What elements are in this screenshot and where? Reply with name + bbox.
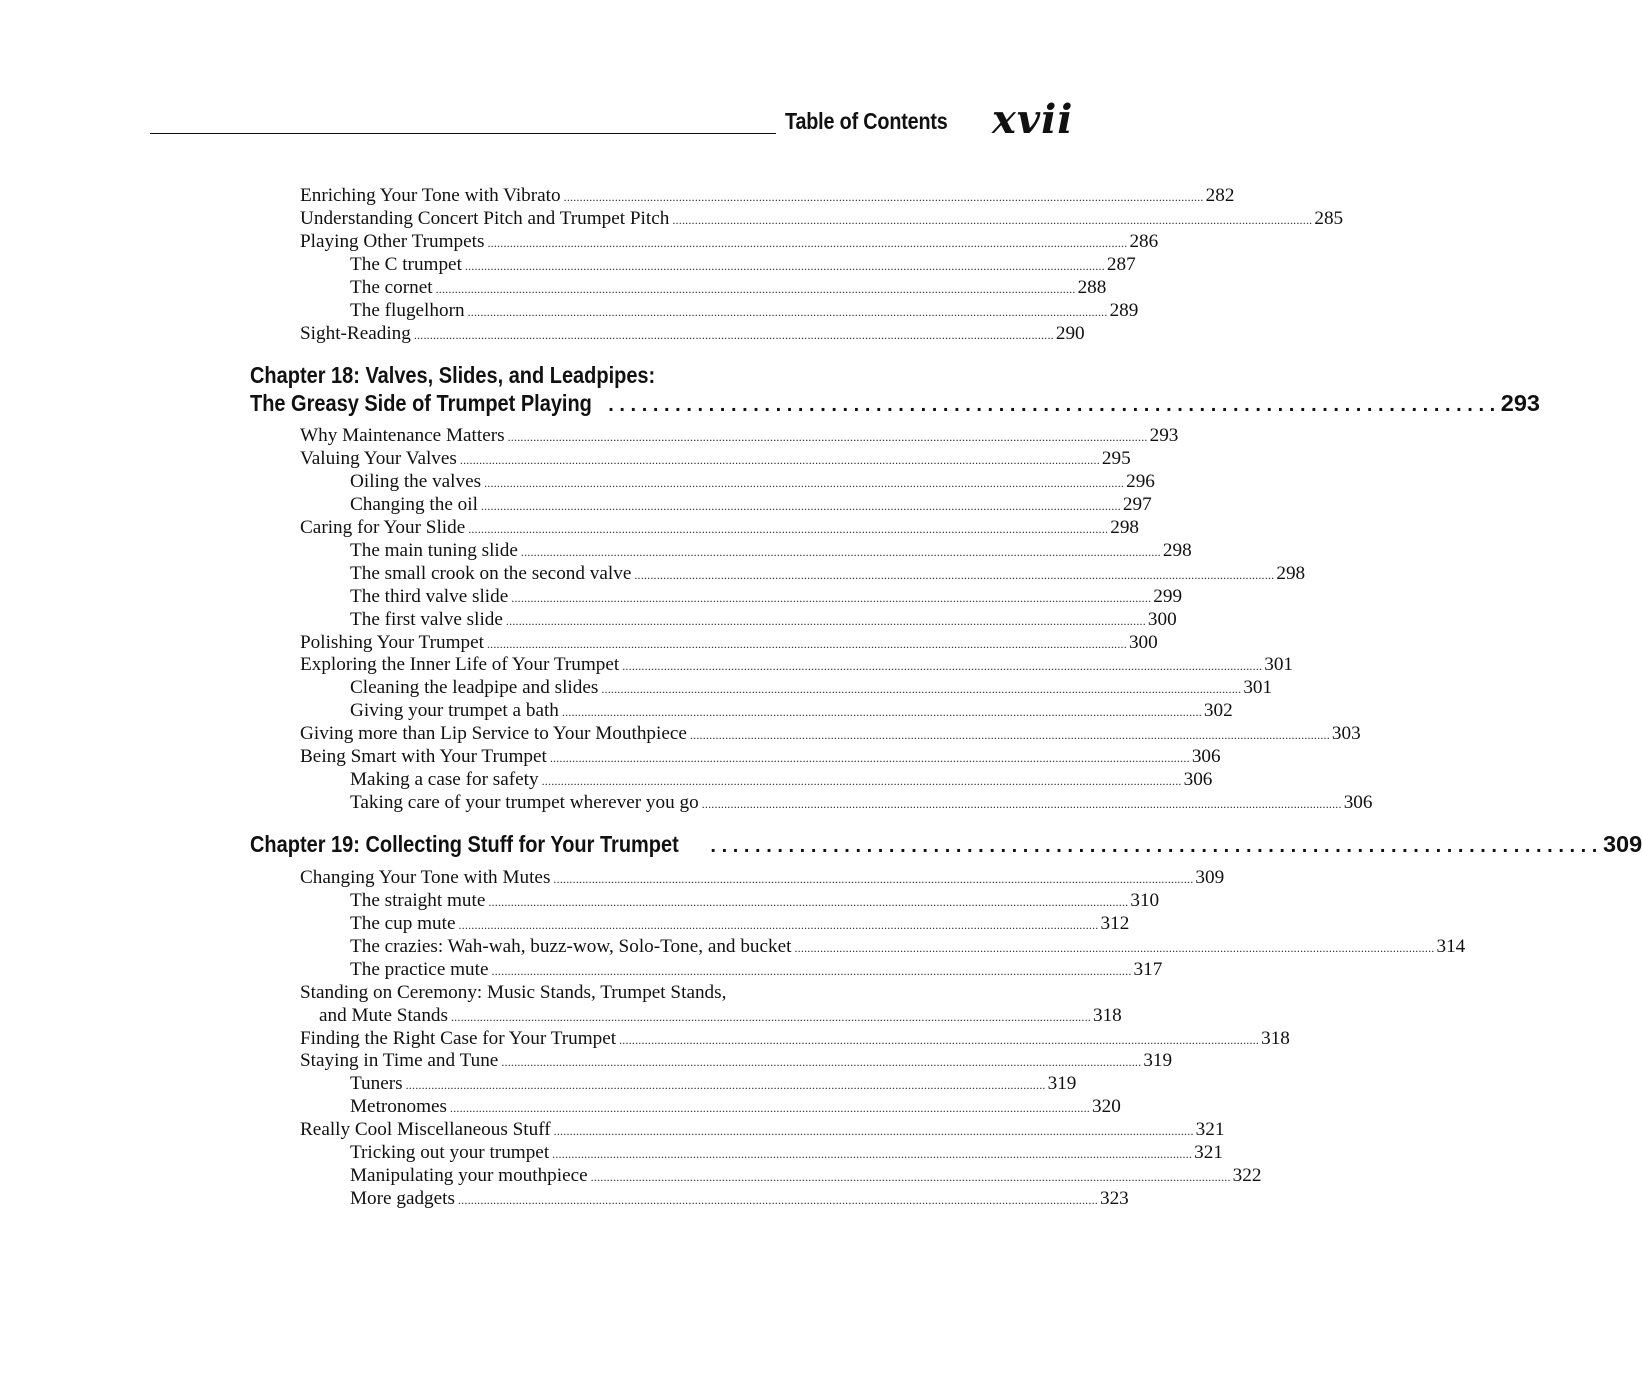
- toc-subentry[interactable]: Taking care of your trumpet wherever you go ........................................................................................................................................................................................................ 306: [350, 792, 1373, 813]
- toc-subentry[interactable]: The main tuning slide ........................................................................................................................................................................................................ 298: [350, 540, 1192, 561]
- toc-subentry[interactable]: The crazies: Wah-wah, buzz-wow, Solo-Tone, and bucket ........................................................................................................................................................................................................ 314: [350, 936, 1466, 957]
- toc-entry[interactable]: Why Maintenance Matters ........................................................................................................................................................................................................ 293: [300, 425, 1179, 446]
- toc-entry[interactable]: Valuing Your Valves ........................................................................................................................................................................................................ 295: [300, 448, 1131, 469]
- toc-subentry[interactable]: Oiling the valves ........................................................................................................................................................................................................ 296: [350, 471, 1155, 492]
- toc-entry[interactable]: Really Cool Miscellaneous Stuff ........................................................................................................................................................................................................ 321: [300, 1119, 1225, 1140]
- toc-subentry[interactable]: The small crook on the second valve ........................................................................................................................................................................................................ 298: [350, 563, 1306, 584]
- toc-subentry[interactable]: The third valve slide ........................................................................................................................................................................................................ 299: [350, 586, 1183, 607]
- toc-entry[interactable]: Caring for Your Slide ........................................................................................................................................................................................................ 298: [300, 517, 1140, 538]
- toc-entry[interactable]: Sight-Reading ........................................................................................................................................................................................................ 290: [300, 323, 1085, 344]
- chapter-18-heading[interactable]: The Greasy Side of Trumpet Playing ................................................................................ 293: [250, 390, 1540, 416]
- toc-entry[interactable]: Being Smart with Your Trumpet ........................................................................................................................................................................................................ 306: [300, 746, 1221, 767]
- toc-entry[interactable]: Polishing Your Trumpet ........................................................................................................................................................................................................ 300: [300, 632, 1158, 653]
- toc-subentry[interactable]: Making a case for safety ........................................................................................................................................................................................................ 306: [350, 769, 1213, 790]
- chapter-19-heading[interactable]: Chapter 19: Collecting Stuff for Your Trumpet ................................................................................ 309: [250, 831, 1642, 857]
- toc-entry[interactable]: Enriching Your Tone with Vibrato ........................................................................................................................................................................................................ 282: [300, 185, 1235, 206]
- toc-subentry[interactable]: The practice mute ........................................................................................................................................................................................................ 317: [350, 959, 1163, 980]
- toc-subentry[interactable]: Changing the oil ........................................................................................................................................................................................................ 297: [350, 494, 1152, 515]
- toc-entry[interactable]: Giving more than Lip Service to Your Mouthpiece ........................................................................................................................................................................................................ 303: [300, 723, 1361, 744]
- toc-subentry[interactable]: The cup mute ........................................................................................................................................................................................................ 312: [350, 913, 1130, 934]
- toc-subentry[interactable]: More gadgets ........................................................................................................................................................................................................ 323: [350, 1188, 1129, 1209]
- toc-subentry[interactable]: Tricking out your trumpet ........................................................................................................................................................................................................ 321: [350, 1142, 1223, 1163]
- toc-entry-wrapped-line[interactable]: Standing on Ceremony: Music Stands, Trumpet Stands,: [300, 982, 727, 1003]
- toc-subentry[interactable]: Cleaning the leadpipe and slides ........................................................................................................................................................................................................ 301: [350, 677, 1273, 698]
- toc-entry-continuation[interactable]: and Mute Stands ........................................................................................................................................................................................................ 318: [319, 1005, 1122, 1026]
- toc-subentry[interactable]: The cornet ........................................................................................................................................................................................................ 288: [350, 277, 1107, 298]
- toc-entry[interactable]: Exploring the Inner Life of Your Trumpet ........................................................................................................................................................................................................ 301: [300, 654, 1294, 675]
- toc-subentry[interactable]: The flugelhorn ........................................................................................................................................................................................................ 289: [350, 300, 1139, 321]
- toc-subentry[interactable]: The C trumpet ........................................................................................................................................................................................................ 287: [350, 254, 1136, 275]
- page-number: xvii: [992, 96, 1074, 143]
- running-header-title: Table of Contents: [785, 108, 948, 134]
- toc-subentry[interactable]: The straight mute ........................................................................................................................................................................................................ 310: [350, 890, 1160, 911]
- toc-entry[interactable]: Staying in Time and Tune ........................................................................................................................................................................................................ 319: [300, 1050, 1173, 1071]
- toc-subentry[interactable]: Manipulating your mouthpiece ........................................................................................................................................................................................................ 322: [350, 1165, 1262, 1186]
- toc-entry[interactable]: Changing Your Tone with Mutes ........................................................................................................................................................................................................ 309: [300, 867, 1225, 888]
- toc-subentry[interactable]: Tuners ........................................................................................................................................................................................................ 319: [350, 1073, 1077, 1094]
- toc-subentry[interactable]: Metronomes ........................................................................................................................................................................................................ 320: [350, 1096, 1121, 1117]
- toc-subentry[interactable]: Giving your trumpet a bath ........................................................................................................................................................................................................ 302: [350, 700, 1233, 721]
- header-rule: [150, 133, 776, 134]
- toc-entry[interactable]: Playing Other Trumpets ........................................................................................................................................................................................................ 286: [300, 231, 1159, 252]
- toc-entry[interactable]: Understanding Concert Pitch and Trumpet Pitch ........................................................................................................................................................................................................ 285: [300, 208, 1344, 229]
- toc-subentry[interactable]: The first valve slide ........................................................................................................................................................................................................ 300: [350, 609, 1177, 630]
- toc-entry[interactable]: Finding the Right Case for Your Trumpet ........................................................................................................................................................................................................ 318: [300, 1028, 1290, 1049]
- chapter-18-title-line1[interactable]: Chapter 18: Valves, Slides, and Leadpipes:: [250, 362, 656, 388]
